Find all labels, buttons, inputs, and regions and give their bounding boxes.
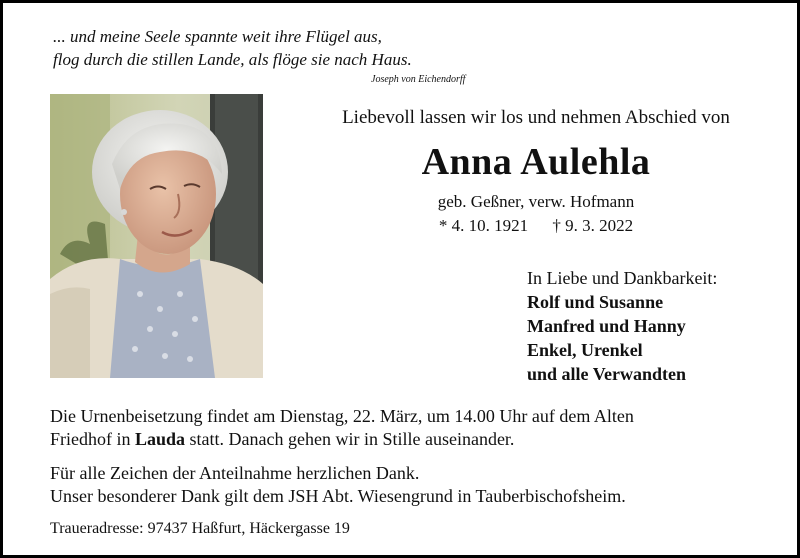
thanks-info bbox=[50, 462, 626, 508]
poem-quote bbox=[53, 25, 412, 71]
deceased-name: Anna Aulehla bbox=[421, 141, 651, 183]
quote-author: Joseph von Eichendorff bbox=[371, 74, 466, 85]
quote-line-1: ... und meine Seele spannte weit ihre Flügel aus, bbox=[53, 27, 382, 46]
family-intro: In Liebe und Dankbarkeit: bbox=[527, 268, 718, 288]
family-signature bbox=[527, 266, 717, 386]
family-member: Manfred und Hanny bbox=[527, 316, 686, 336]
burial-info bbox=[50, 405, 634, 451]
burial-text-a: Friedhof in bbox=[50, 429, 131, 449]
family-member: Enkel, Urenkel bbox=[527, 340, 643, 360]
birth-names: geb. Geßner, verw. Hofmann bbox=[437, 192, 635, 211]
family-member: und alle Verwandten bbox=[527, 364, 687, 384]
burial-line-1: Die Urnenbeisetzung findet am Dienstag, 22. März, um 14.00 Uhr auf dem Alten bbox=[50, 406, 634, 426]
burial-place: Lauda bbox=[135, 429, 186, 449]
farewell-intro: Liebevoll lassen wir los und nehmen Abschied von bbox=[342, 107, 730, 128]
mourning-address: Traueradresse: 97437 Haßfurt, Häckergasse 19 bbox=[50, 520, 350, 537]
thanks-line-2: Unser besonderer Dank gilt dem JSH Abt. Wiesengrund in Tauberbischofsheim. bbox=[50, 486, 626, 506]
death-date: † 9. 3. 2022 bbox=[552, 216, 634, 235]
burial-line-2 bbox=[50, 428, 634, 451]
portrait-image bbox=[50, 94, 263, 378]
birth-date: * 4. 10. 1921 bbox=[438, 216, 529, 235]
family-member: Rolf und Susanne bbox=[527, 292, 664, 312]
portrait-photo bbox=[50, 94, 263, 378]
thanks-line-1: Für alle Zeichen der Anteilnahme herzlichen Dank. bbox=[50, 463, 420, 483]
quote-line-2: flog durch die stillen Lande, als flöge sie nach Haus. bbox=[53, 50, 412, 69]
life-dates bbox=[316, 216, 756, 236]
burial-text-b: statt. Danach gehen wir in Stille auseinander. bbox=[189, 429, 515, 449]
